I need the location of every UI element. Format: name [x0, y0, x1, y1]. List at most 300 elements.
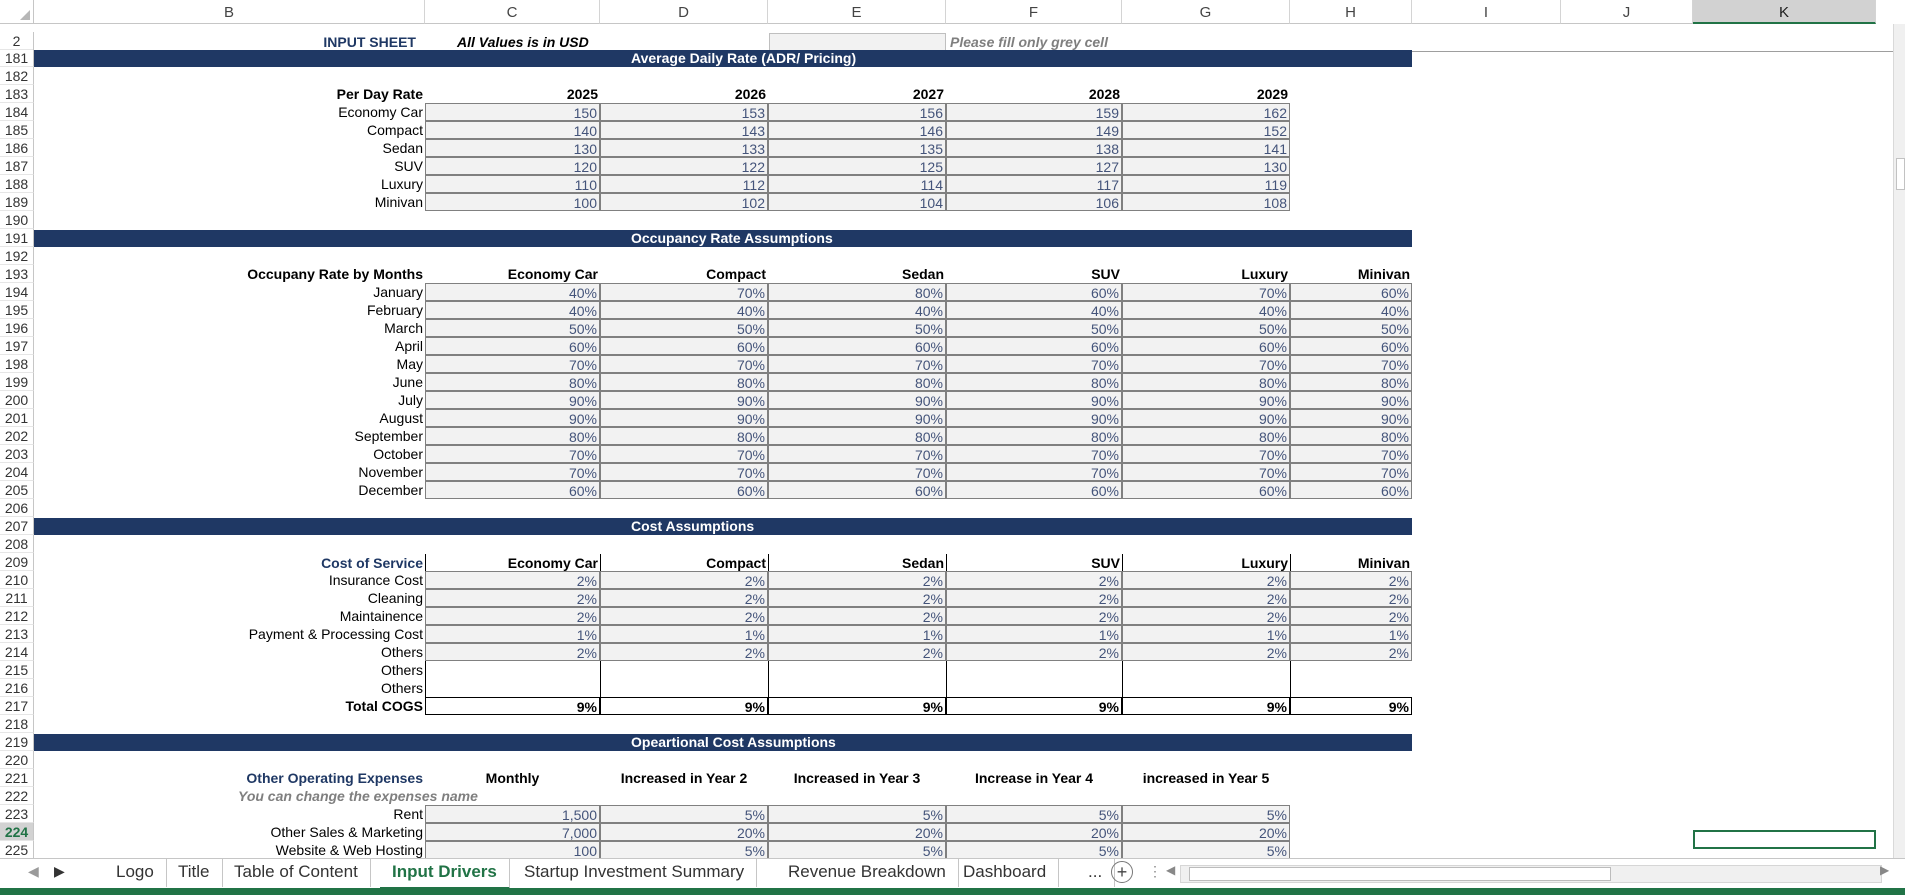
column-header-j[interactable]: J: [1561, 0, 1693, 24]
band-occupancy: [34, 230, 1412, 247]
row-header-185[interactable]: 185: [0, 121, 34, 139]
opex-input-cell[interactable]: 5%: [600, 805, 768, 823]
band-opex: [34, 734, 1412, 751]
row-header-196[interactable]: 196: [0, 319, 34, 337]
occupancy-input-cell[interactable]: 90%: [1290, 391, 1412, 409]
occupancy-input-cell[interactable]: 50%: [1290, 319, 1412, 337]
sheet-tab-title[interactable]: Title: [166, 859, 223, 887]
row-header-194[interactable]: 194: [0, 283, 34, 301]
row-header-202[interactable]: 202: [0, 427, 34, 445]
adr-year-header: 2027: [912, 86, 944, 102]
sheet-tab-dashboard[interactable]: Dashboard: [951, 859, 1059, 887]
occupancy-month-label: September: [354, 428, 423, 444]
opex-input-cell[interactable]: 20%: [600, 823, 768, 841]
cost-label: Cost of Service: [321, 555, 423, 571]
occupancy-input-cell[interactable]: 50%: [768, 319, 946, 337]
occupancy-car-header: Sedan: [901, 266, 944, 282]
adr-input-cell[interactable]: 138: [946, 139, 1122, 157]
column-header-k[interactable]: K: [1693, 0, 1876, 24]
vertical-scrollbar[interactable]: [1893, 24, 1905, 858]
row-header-204[interactable]: 204: [0, 463, 34, 481]
adr-input-cell[interactable]: 106: [946, 193, 1122, 211]
cost-input-cell[interactable]: 2%: [600, 643, 768, 661]
sample-grey-cell[interactable]: [769, 33, 946, 51]
occupancy-input-cell[interactable]: 70%: [425, 463, 600, 481]
occupancy-input-cell[interactable]: 80%: [600, 427, 768, 445]
row-header-212[interactable]: 212: [0, 607, 34, 625]
row-header-198[interactable]: 198: [0, 355, 34, 373]
occupancy-input-cell[interactable]: 90%: [946, 409, 1122, 427]
cost-input-cell[interactable]: 2%: [946, 607, 1122, 625]
horizontal-scrollbar[interactable]: [1180, 865, 1882, 883]
adr-input-cell[interactable]: 108: [1122, 193, 1290, 211]
occupancy-input-cell[interactable]: 70%: [768, 445, 946, 463]
opex-row-label: Rent: [393, 806, 423, 822]
cost-input-cell[interactable]: 2%: [1122, 589, 1290, 607]
cost-input-cell[interactable]: 2%: [425, 607, 600, 625]
occupancy-input-cell[interactable]: 70%: [1290, 463, 1412, 481]
cost-total-cell: 9%: [1290, 697, 1412, 715]
adr-year-header: 2025: [566, 86, 598, 102]
row-header-201[interactable]: 201: [0, 409, 34, 427]
cost-input-cell[interactable]: 2%: [1122, 643, 1290, 661]
row-header-186[interactable]: 186: [0, 139, 34, 157]
values-note: All Values is in USD: [457, 34, 589, 50]
occupancy-month-label: February: [366, 302, 423, 318]
cost-input-cell: [768, 679, 946, 697]
adr-input-cell[interactable]: 114: [768, 175, 946, 193]
occupancy-input-cell[interactable]: 70%: [1122, 355, 1290, 373]
adr-row-label: Luxury: [380, 176, 423, 192]
occupancy-label: Occupany Rate by Months: [247, 266, 423, 282]
sheet-tab-revenue-breakdown[interactable]: Revenue Breakdown: [776, 859, 959, 887]
occupancy-month-label: April: [394, 338, 423, 354]
column-header-e[interactable]: E: [768, 0, 946, 24]
row-header-221[interactable]: 221: [0, 769, 34, 787]
band-adr-title: Average Daily Rate (ADR/ Pricing): [631, 50, 857, 66]
occupancy-input-cell[interactable]: 80%: [946, 427, 1122, 445]
cost-input-cell[interactable]: 2%: [1290, 589, 1412, 607]
adr-input-cell[interactable]: 150: [425, 103, 600, 121]
cost-input-cell[interactable]: 2%: [1290, 643, 1412, 661]
row-header-182[interactable]: 182: [0, 67, 34, 85]
opex-column-header: Monthly: [485, 770, 540, 786]
occupancy-input-cell[interactable]: 70%: [1122, 283, 1290, 301]
occupancy-input-cell[interactable]: 80%: [425, 373, 600, 391]
adr-label: Per Day Rate: [336, 86, 423, 102]
sheet-tab-bar: [0, 858, 1905, 889]
occupancy-input-cell[interactable]: 60%: [946, 283, 1122, 301]
sheet-tab-[interactable]: ...: [1076, 859, 1115, 887]
fill-note: Please fill only grey cell: [950, 34, 1108, 50]
cost-input-cell[interactable]: 2%: [425, 643, 600, 661]
cost-input-cell: [425, 679, 600, 697]
row-header-218[interactable]: 218: [0, 715, 34, 733]
row-header-209[interactable]: 209: [0, 553, 34, 571]
occupancy-input-cell[interactable]: 50%: [425, 319, 600, 337]
occupancy-input-cell[interactable]: 40%: [425, 283, 600, 301]
adr-input-cell[interactable]: 127: [946, 157, 1122, 175]
cost-input-cell: [946, 661, 1122, 679]
cost-input-cell[interactable]: 1%: [1290, 625, 1412, 643]
cost-total-cell: 9%: [946, 697, 1122, 715]
row-header-195[interactable]: 195: [0, 301, 34, 319]
cost-input-cell[interactable]: 1%: [946, 625, 1122, 643]
occupancy-input-cell[interactable]: 70%: [600, 445, 768, 463]
adr-input-cell[interactable]: 122: [600, 157, 768, 175]
adr-year-header: 2028: [1088, 86, 1120, 102]
occupancy-input-cell[interactable]: 60%: [946, 337, 1122, 355]
occupancy-input-cell[interactable]: 70%: [946, 355, 1122, 373]
cost-input-cell[interactable]: 1%: [425, 625, 600, 643]
cost-car-header: Sedan: [768, 554, 946, 572]
row-header-181[interactable]: 181: [0, 49, 34, 67]
status-bar: [0, 888, 1905, 895]
cost-input-cell: [1122, 661, 1290, 679]
row-header-205[interactable]: 205: [0, 481, 34, 499]
adr-input-cell[interactable]: 133: [600, 139, 768, 157]
adr-input-cell[interactable]: 141: [1122, 139, 1290, 157]
opex-input-cell[interactable]: 20%: [1122, 823, 1290, 841]
occupancy-input-cell[interactable]: 80%: [600, 373, 768, 391]
cost-row-label: Payment & Processing Cost: [248, 626, 423, 642]
adr-input-cell[interactable]: 119: [1122, 175, 1290, 193]
cost-input-cell[interactable]: 2%: [768, 589, 946, 607]
cost-input-cell[interactable]: 2%: [1122, 607, 1290, 625]
row-header-206[interactable]: 206: [0, 499, 34, 517]
occupancy-month-label: December: [358, 482, 423, 498]
occupancy-car-header: SUV: [1091, 266, 1120, 282]
adr-input-cell[interactable]: 143: [600, 121, 768, 139]
cost-input-cell[interactable]: 1%: [1122, 625, 1290, 643]
occupancy-input-cell[interactable]: 90%: [1290, 409, 1412, 427]
row-header-188[interactable]: 188: [0, 175, 34, 193]
occupancy-input-cell[interactable]: 80%: [768, 373, 946, 391]
row-header-192[interactable]: 192: [0, 247, 34, 265]
occupancy-input-cell[interactable]: 80%: [1122, 373, 1290, 391]
scroll-left-icon[interactable]: ◀: [1166, 863, 1176, 877]
row-header-187[interactable]: 187: [0, 157, 34, 175]
sheet-tab-table-of-content[interactable]: Table of Content: [222, 859, 371, 887]
occupancy-input-cell[interactable]: 60%: [1290, 283, 1412, 301]
sheet-tab-logo[interactable]: Logo: [104, 859, 167, 887]
occupancy-month-label: November: [358, 464, 423, 480]
occupancy-input-cell[interactable]: 50%: [600, 319, 768, 337]
column-header-h[interactable]: H: [1290, 0, 1412, 24]
occupancy-car-header: Minivan: [1357, 266, 1410, 282]
occupancy-input-cell[interactable]: 40%: [1122, 301, 1290, 319]
sheet-title: INPUT SHEET: [323, 34, 416, 50]
occupancy-input-cell[interactable]: 60%: [768, 337, 946, 355]
occupancy-month-label: January: [373, 284, 423, 300]
adr-row-label: SUV: [394, 158, 423, 174]
opex-row-label: Other Sales & Marketing: [270, 824, 423, 840]
cost-car-header: SUV: [946, 554, 1122, 572]
occupancy-input-cell[interactable]: 80%: [768, 427, 946, 445]
cost-input-cell[interactable]: 2%: [946, 643, 1122, 661]
adr-input-cell[interactable]: 149: [946, 121, 1122, 139]
cost-row-label: Others: [380, 644, 423, 660]
occupancy-input-cell[interactable]: 70%: [768, 463, 946, 481]
occupancy-input-cell[interactable]: 60%: [425, 337, 600, 355]
cost-car-header: Luxury: [1122, 554, 1290, 572]
cost-input-cell[interactable]: 2%: [600, 607, 768, 625]
occupancy-input-cell[interactable]: 60%: [600, 481, 768, 499]
occupancy-input-cell[interactable]: 70%: [600, 283, 768, 301]
occupancy-month-label: May: [396, 356, 423, 372]
adr-input-cell[interactable]: 117: [946, 175, 1122, 193]
occupancy-input-cell[interactable]: 80%: [946, 373, 1122, 391]
occupancy-input-cell[interactable]: 90%: [768, 391, 946, 409]
occupancy-input-cell[interactable]: 90%: [1122, 391, 1290, 409]
cost-input-cell[interactable]: 2%: [1290, 607, 1412, 625]
cost-input-cell: [1290, 679, 1412, 697]
row-header-207[interactable]: 207: [0, 517, 34, 535]
opex-input-cell[interactable]: 100: [425, 841, 600, 858]
adr-input-cell[interactable]: 102: [600, 193, 768, 211]
occupancy-input-cell[interactable]: 90%: [425, 391, 600, 409]
occupancy-input-cell[interactable]: 60%: [1122, 337, 1290, 355]
adr-input-cell[interactable]: 110: [425, 175, 600, 193]
occupancy-input-cell[interactable]: 70%: [600, 355, 768, 373]
opex-input-cell[interactable]: 1,500: [425, 805, 600, 823]
cost-input-cell[interactable]: 1%: [600, 625, 768, 643]
cost-input-cell: [600, 661, 768, 679]
cost-input-cell: [768, 661, 946, 679]
adr-input-cell[interactable]: 120: [425, 157, 600, 175]
opex-column-header: Increased in Year 2: [620, 770, 748, 786]
occupancy-input-cell[interactable]: 90%: [946, 391, 1122, 409]
band-cost-title: Cost Assumptions: [631, 518, 755, 534]
adr-input-cell[interactable]: 159: [946, 103, 1122, 121]
row-header-189[interactable]: 189: [0, 193, 34, 211]
column-header-f[interactable]: F: [946, 0, 1122, 24]
occupancy-input-cell[interactable]: 80%: [425, 427, 600, 445]
occupancy-input-cell[interactable]: 80%: [1290, 427, 1412, 445]
occupancy-input-cell[interactable]: 90%: [425, 409, 600, 427]
add-sheet-icon[interactable]: +: [1111, 861, 1133, 883]
select-all-corner[interactable]: [0, 0, 34, 24]
adr-input-cell[interactable]: 112: [600, 175, 768, 193]
row-header-210[interactable]: 210: [0, 571, 34, 589]
adr-input-cell[interactable]: 140: [425, 121, 600, 139]
cost-input-cell[interactable]: 2%: [768, 643, 946, 661]
cost-car-header: Economy Car: [425, 554, 600, 572]
cost-input-cell[interactable]: 2%: [600, 589, 768, 607]
adr-row-label: Minivan: [374, 194, 423, 210]
opex-input-cell[interactable]: 20%: [768, 823, 946, 841]
column-header-i[interactable]: I: [1412, 0, 1561, 24]
occupancy-month-label: August: [379, 410, 423, 426]
occupancy-month-label: March: [384, 320, 423, 336]
opex-hint: You can change the expenses name: [238, 788, 478, 804]
row-header-222[interactable]: 222: [0, 787, 34, 805]
adr-input-cell[interactable]: 104: [768, 193, 946, 211]
adr-row-label: Sedan: [382, 140, 423, 156]
occupancy-input-cell[interactable]: 70%: [425, 355, 600, 373]
adr-input-cell[interactable]: 152: [1122, 121, 1290, 139]
opex-input-cell[interactable]: 7,000: [425, 823, 600, 841]
occupancy-input-cell[interactable]: 60%: [1122, 481, 1290, 499]
occupancy-input-cell[interactable]: 70%: [946, 445, 1122, 463]
occupancy-input-cell[interactable]: 70%: [1122, 445, 1290, 463]
row-header-216[interactable]: 216: [0, 679, 34, 697]
occupancy-input-cell[interactable]: 80%: [1122, 427, 1290, 445]
scroll-tabs-right-icon[interactable]: ▶: [54, 863, 65, 879]
occupancy-input-cell[interactable]: 70%: [1290, 445, 1412, 463]
cost-input-cell[interactable]: 2%: [768, 571, 946, 589]
row-header-214[interactable]: 214: [0, 643, 34, 661]
occupancy-input-cell[interactable]: 60%: [768, 481, 946, 499]
occupancy-month-label: June: [392, 374, 423, 390]
column-header-b[interactable]: B: [34, 0, 425, 24]
band-adr: [34, 50, 1412, 67]
cost-input-cell[interactable]: 2%: [768, 607, 946, 625]
adr-input-cell[interactable]: 146: [768, 121, 946, 139]
cost-input-cell[interactable]: 2%: [600, 571, 768, 589]
row-header-208[interactable]: 208: [0, 535, 34, 553]
opex-input-cell[interactable]: 5%: [946, 805, 1122, 823]
band-opex-title: Opeartional Cost Assumptions: [631, 734, 836, 750]
vertical-scroll-thumb[interactable]: [1896, 158, 1905, 190]
occupancy-input-cell[interactable]: 90%: [600, 391, 768, 409]
opex-input-cell[interactable]: 5%: [946, 841, 1122, 858]
cost-total-label: Total COGS: [345, 698, 423, 714]
opex-input-cell[interactable]: 5%: [768, 841, 946, 858]
cost-input-cell[interactable]: 1%: [768, 625, 946, 643]
occupancy-input-cell[interactable]: 40%: [1290, 301, 1412, 319]
occupancy-input-cell[interactable]: 40%: [946, 301, 1122, 319]
adr-input-cell[interactable]: 125: [768, 157, 946, 175]
adr-year-header: 2026: [734, 86, 766, 102]
row-header-199[interactable]: 199: [0, 373, 34, 391]
sheet-tab-input-drivers[interactable]: Input Drivers: [380, 859, 510, 890]
occupancy-input-cell[interactable]: 60%: [425, 481, 600, 499]
occupancy-input-cell[interactable]: 90%: [600, 409, 768, 427]
occupancy-input-cell[interactable]: 70%: [768, 355, 946, 373]
occupancy-input-cell[interactable]: 60%: [1290, 481, 1412, 499]
adr-row-label: Economy Car: [338, 104, 423, 120]
cost-total-cell: 9%: [600, 697, 768, 715]
cost-car-header: Compact: [600, 554, 768, 572]
cost-row-label: Others: [380, 680, 423, 696]
occupancy-input-cell[interactable]: 70%: [946, 463, 1122, 481]
occupancy-input-cell[interactable]: 40%: [425, 301, 600, 319]
column-header-c[interactable]: C: [425, 0, 600, 24]
cost-row-label: Insurance Cost: [328, 572, 423, 588]
row-header-225[interactable]: 225: [0, 841, 34, 858]
row-header-193[interactable]: 193: [0, 265, 34, 283]
occupancy-input-cell[interactable]: 70%: [425, 445, 600, 463]
column-header-g[interactable]: G: [1122, 0, 1290, 24]
row-header-217[interactable]: 217: [0, 697, 34, 715]
band-cost: [34, 518, 1412, 535]
occupancy-input-cell[interactable]: 50%: [1122, 319, 1290, 337]
horizontal-scroll-thumb[interactable]: [1189, 867, 1611, 881]
occupancy-input-cell[interactable]: 80%: [1290, 373, 1412, 391]
cost-input-cell[interactable]: 2%: [425, 589, 600, 607]
cost-row-label: Others: [380, 662, 423, 678]
occupancy-input-cell[interactable]: 40%: [600, 301, 768, 319]
row-header-220[interactable]: 220: [0, 751, 34, 769]
opex-input-cell[interactable]: 5%: [600, 841, 768, 858]
adr-input-cell[interactable]: 156: [768, 103, 946, 121]
occupancy-input-cell[interactable]: 90%: [768, 409, 946, 427]
cost-total-cell: 9%: [768, 697, 946, 715]
cost-input-cell[interactable]: 2%: [946, 571, 1122, 589]
cost-input-cell[interactable]: 2%: [425, 571, 600, 589]
cost-input-cell[interactable]: 2%: [946, 589, 1122, 607]
row-header-203[interactable]: 203: [0, 445, 34, 463]
occupancy-input-cell[interactable]: 40%: [768, 301, 946, 319]
opex-column-header: increased in Year 5: [1142, 770, 1270, 786]
row-header-223[interactable]: 223: [0, 805, 34, 823]
opex-input-cell[interactable]: 5%: [1122, 805, 1290, 823]
scroll-tabs-left-icon[interactable]: ◀: [28, 863, 39, 879]
occupancy-input-cell[interactable]: 70%: [600, 463, 768, 481]
adr-input-cell[interactable]: 130: [425, 139, 600, 157]
opex-input-cell[interactable]: 5%: [1122, 841, 1290, 858]
occupancy-input-cell[interactable]: 60%: [600, 337, 768, 355]
row-header-184[interactable]: 184: [0, 103, 34, 121]
row-header-211[interactable]: 211: [0, 589, 34, 607]
row-header-197[interactable]: 197: [0, 337, 34, 355]
occupancy-input-cell[interactable]: 50%: [946, 319, 1122, 337]
cost-input-cell[interactable]: 2%: [1122, 571, 1290, 589]
occupancy-input-cell[interactable]: 90%: [1122, 409, 1290, 427]
row-header-190[interactable]: 190: [0, 211, 34, 229]
more-options-icon[interactable]: ⋮: [1148, 863, 1162, 879]
cost-input-cell: [1290, 661, 1412, 679]
occupancy-input-cell[interactable]: 80%: [768, 283, 946, 301]
opex-column-header: Increased in Year 3: [793, 770, 921, 786]
row-header-213[interactable]: 213: [0, 625, 34, 643]
row-header-200[interactable]: 200: [0, 391, 34, 409]
row-header-183[interactable]: 183: [0, 85, 34, 103]
opex-input-cell[interactable]: 5%: [768, 805, 946, 823]
row-header-215[interactable]: 215: [0, 661, 34, 679]
row-header-219[interactable]: 219: [0, 733, 34, 751]
occupancy-input-cell[interactable]: 70%: [1290, 355, 1412, 373]
adr-input-cell[interactable]: 162: [1122, 103, 1290, 121]
adr-input-cell[interactable]: 100: [425, 193, 600, 211]
occupancy-car-header: Luxury: [1241, 266, 1288, 282]
row-header-224[interactable]: 224: [0, 823, 34, 841]
sheet-tab-startup-investment-summary[interactable]: Startup Investment Summary: [512, 859, 757, 887]
active-cell-selection[interactable]: [1693, 830, 1876, 849]
band-occupancy-title: Occupancy Rate Assumptions: [631, 230, 833, 246]
adr-input-cell[interactable]: 153: [600, 103, 768, 121]
adr-input-cell[interactable]: 130: [1122, 157, 1290, 175]
adr-input-cell[interactable]: 135: [768, 139, 946, 157]
column-header-d[interactable]: D: [600, 0, 768, 24]
adr-row-label: Compact: [366, 122, 423, 138]
cost-input-cell: [425, 661, 600, 679]
occupancy-input-cell[interactable]: 60%: [946, 481, 1122, 499]
scroll-right-icon[interactable]: ▶: [1880, 863, 1890, 877]
cost-car-header: Minivan: [1290, 554, 1412, 572]
occupancy-car-header: Compact: [706, 266, 766, 282]
cost-row-label: Maintainence: [339, 608, 423, 624]
row-header-191[interactable]: 191: [0, 229, 34, 247]
cost-row-label: Cleaning: [367, 590, 423, 606]
opex-input-cell[interactable]: 20%: [946, 823, 1122, 841]
cost-input-cell[interactable]: 2%: [1290, 571, 1412, 589]
cost-input-cell: [600, 679, 768, 697]
occupancy-input-cell[interactable]: 70%: [1122, 463, 1290, 481]
occupancy-input-cell[interactable]: 60%: [1290, 337, 1412, 355]
row-header-2[interactable]: 2: [0, 32, 34, 50]
